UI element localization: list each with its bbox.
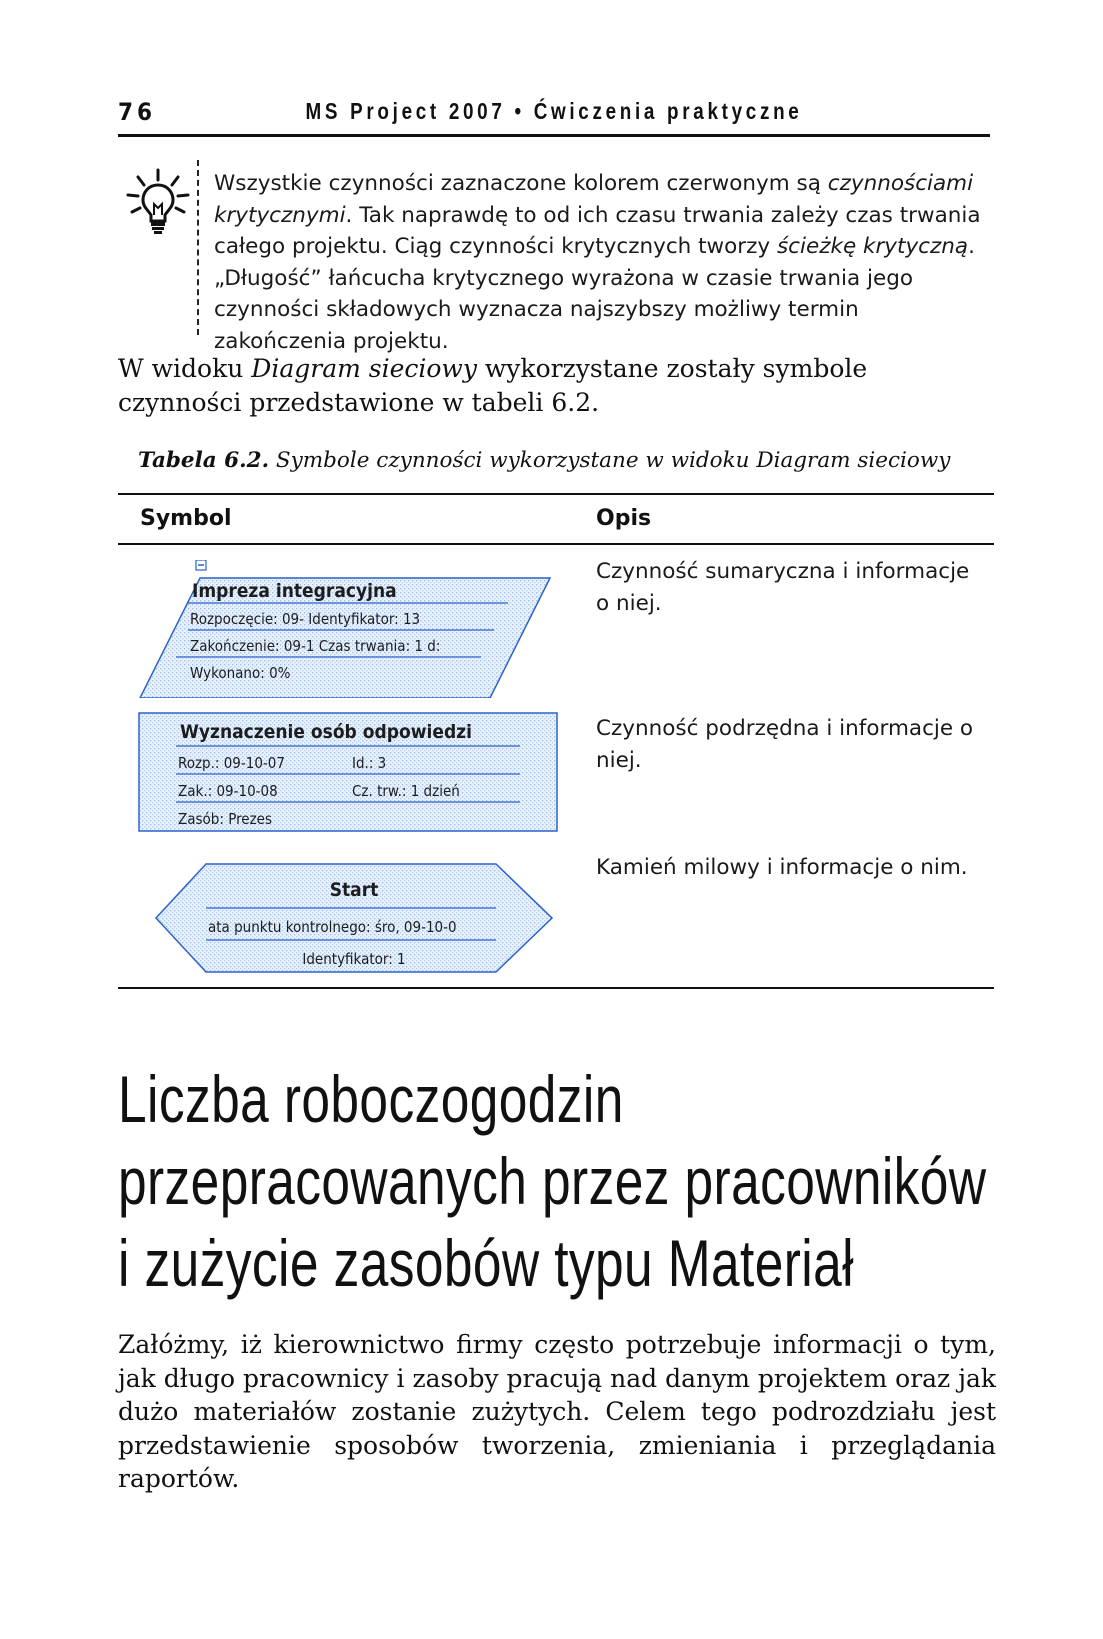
summary-title: Impreza integracyjna xyxy=(192,580,397,602)
body-paragraph: Załóżmy, iż kierownictwo firmy często potrzebuje informacji o tym, jak długo pracownicy i zasoby pracują nad danym projektem oraz jak dużo materiałów zostanie zużytych. Celem tego podrozdziału jest przedstawienie sposobów tworzenia, zmieniania i przeglądania raportów. xyxy=(118,1330,996,1493)
opis-subtask: Czynność podrzędna i informacje o niej. xyxy=(596,716,974,773)
tip-segment: . „Długość” łańcucha krytycznego wyrażona w czasie trwania jego czynności składowych wyznacza najszybszy możliwy termin zakończenia projektu. xyxy=(214,234,975,354)
section-heading xyxy=(118,1058,987,1304)
subtask-title: Wyznaczenie osób odpowiedzi xyxy=(180,721,472,743)
subtask-line-2a: Zak.: 09-10-08 xyxy=(178,782,278,800)
heading-line-3: i zużycie zasobów typu Materiał xyxy=(118,1226,854,1300)
subtask-line-3: Zasób: Prezes xyxy=(178,810,273,828)
lightbulb-icon xyxy=(126,168,190,236)
intro-paragraph xyxy=(118,352,998,419)
milestone-title: Start xyxy=(329,879,379,901)
subtask-symbol xyxy=(138,712,558,832)
running-header xyxy=(118,98,990,137)
table-header-symbol: Symbol xyxy=(140,506,232,531)
summary-line-1: Rozpoczęcie: 09- Identyfikator: 13 xyxy=(190,610,421,628)
subtask-line-1b: Id.: 3 xyxy=(352,754,387,772)
table-header-opis: Opis xyxy=(596,506,652,531)
table-top-rule xyxy=(118,493,994,495)
tip-term-critical-tasks: czynnościami krytycznymi xyxy=(214,171,974,228)
intro-after: wykorzystane zostały symbole czynności przedstawione w tabeli 6.2. xyxy=(118,354,868,417)
tip-text xyxy=(214,168,994,357)
subtask-line-1a: Rozp.: 09-10-07 xyxy=(178,754,285,772)
intro-view-name: Diagram sieciowy xyxy=(251,354,477,383)
tip-segment: Wszystkie czynności zaznaczone kolorem czerwonym są xyxy=(214,171,828,196)
milestone-line-1: ata punktu kontrolnego: śro, 09-10-0 xyxy=(208,918,457,936)
summary-line-2: Zakończenie: 09-1 Czas trwania: 1 d: xyxy=(190,637,441,655)
page-number: 76 xyxy=(118,98,157,126)
intro-before: W widoku xyxy=(118,354,252,383)
opis-milestone: Kamień milowy i informacje o nim. xyxy=(596,855,968,880)
tip-term-critical-path: ścieżkę krytyczną xyxy=(776,234,969,259)
running-title: MS Project 2007 • Ćwiczenia praktyczne xyxy=(305,98,803,124)
tip-divider xyxy=(197,160,199,335)
heading-line-1: Liczba roboczogodzin xyxy=(118,1062,624,1136)
tip-segment: . Tak naprawdę to od ich czasu trwania zależy czas trwania całego projektu. Ciąg czynności krytycznych tworzy xyxy=(214,202,981,259)
milestone-symbol xyxy=(154,862,556,974)
summary-task-symbol xyxy=(136,560,556,698)
table-header-rule xyxy=(118,543,994,545)
heading-line-2: przepracowanych przez pracowników xyxy=(118,1144,987,1218)
summary-line-3: Wykonano: 0% xyxy=(190,664,291,682)
table-caption xyxy=(138,448,988,473)
table-caption-text: Symbole czynności wykorzystane w widoku Diagram sieciowy xyxy=(269,448,951,473)
opis-summary: Czynność sumaryczna i informacje o niej. xyxy=(596,559,970,616)
table-bottom-rule xyxy=(118,987,994,989)
subtask-line-2b: Cz. trw.: 1 dzień xyxy=(352,782,460,800)
table-caption-label: Tabela 6.2. xyxy=(138,448,270,473)
milestone-line-2: Identyfikator: 1 xyxy=(302,950,406,968)
